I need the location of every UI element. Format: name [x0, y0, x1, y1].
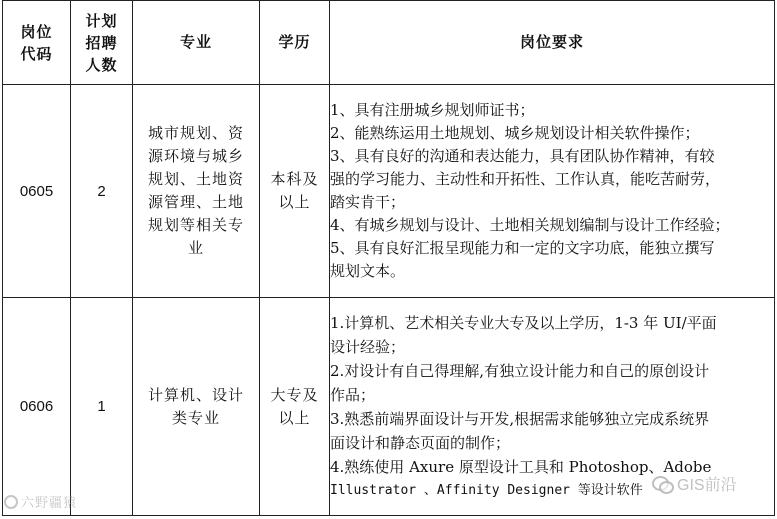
requirement-line: 5、具有良好汇报呈现能力和一定的文字功底，能独立撰写 [330, 239, 715, 257]
requirement-line: 强的学习能力、主动性和开拓性、工作认真，能吃苦耐劳， [330, 170, 721, 188]
requirement-line: Illustrator 、Affinity Designer 等设计软件 [330, 482, 643, 498]
requirement-line: 2、能熟练运用土地规划、城乡规划设计相关软件操作； [330, 124, 700, 142]
watermark-left: 六野疆猿 [4, 492, 77, 511]
education-cell: 本科及 以上 [260, 85, 330, 298]
major-cell: 城市规划、资 源环境与城乡 规划、土地资 源管理、土地 规划等相关专 业 [133, 85, 260, 298]
header-major: 专业 [133, 1, 260, 85]
job-table [2, 0, 775, 516]
requirement-line: 4、有城乡规划与设计、土地相关规划编制与设计工作经验； [330, 216, 730, 234]
requirement-line: 踏实肯干； [330, 193, 406, 211]
position-code: 0605 [3, 85, 71, 298]
education-cell: 大专及 以上 [260, 298, 330, 516]
header-education: 学历 [260, 1, 330, 85]
requirement-line: 3、具有良好的沟通和表达能力，具有团队协作精神，有较 [330, 147, 715, 165]
watermark-logo-icon [4, 495, 18, 509]
table-row [3, 85, 775, 298]
requirement-line: 1、具有注册城乡规划师证书； [330, 101, 535, 119]
hiring-count: 2 [71, 85, 133, 298]
requirement-line: 4.熟练使用 Axure 原型设计工具和 Photoshop、Adobe [330, 457, 712, 476]
requirement-line: 作品； [330, 385, 376, 404]
hiring-count: 1 [71, 298, 133, 516]
requirement-line: 规划文本。 [330, 262, 406, 280]
requirements-cell [330, 85, 775, 298]
header-count: 计划 招聘 人数 [71, 1, 133, 85]
header-row [3, 1, 775, 85]
major-cell: 计算机、设计 类专业 [133, 298, 260, 516]
requirement-line: 1.计算机、艺术相关专业大专及以上学历，1-3 年 UI/平面 [330, 313, 717, 332]
header-requirements: 岗位要求 [330, 1, 775, 85]
requirement-line: 3.熟悉前端界面设计与开发,根据需求能够独立完成系统界 [330, 409, 710, 428]
requirement-line: 2.对设计有自己得理解,有独立设计能力和自己的原创设计 [330, 361, 710, 380]
wechat-icon [652, 476, 672, 492]
requirement-line: 设计经验； [330, 337, 406, 356]
requirement-line: 面设计和静态页面的制作； [330, 433, 511, 452]
position-code: 0606 [3, 298, 71, 516]
header-code: 岗位 代码 [3, 1, 71, 85]
watermark-right: GIS前沿 [652, 472, 737, 495]
